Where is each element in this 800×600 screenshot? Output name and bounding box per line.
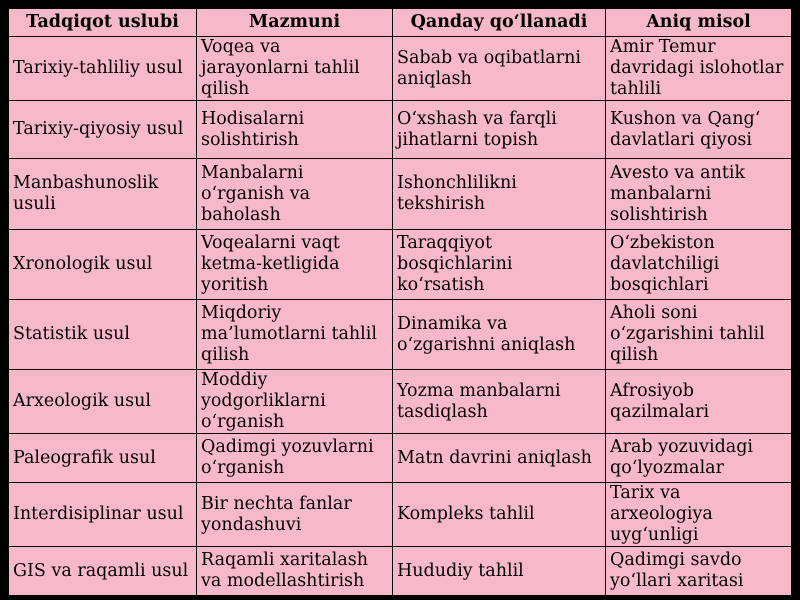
cell-example: Afrosiyob qazilmalari: [606, 370, 792, 434]
header-method: Tadqiqot uslubi: [9, 9, 197, 37]
table-row: [9, 434, 792, 483]
cell-content: Manbalarni o‘rganish va baholash: [197, 159, 393, 230]
cell-content: Miqdoriy ma’lumotlarni tahlil qilish: [197, 300, 393, 370]
cell-content: Hodisalarni solishtirish: [197, 101, 393, 159]
header-row: [9, 9, 792, 37]
cell-example: Tarix va arxeologiya uyg‘unligi: [606, 483, 792, 547]
header-application: Qanday qo‘llanadi: [393, 9, 606, 37]
cell-application: Kompleks tahlil: [393, 483, 606, 547]
cell-example: Arab yozuvidagi qo‘lyozmalar: [606, 434, 792, 483]
table-row: [9, 230, 792, 300]
header-example: Aniq misol: [606, 9, 792, 37]
cell-method: Tarixiy-qiyosiy usul: [9, 101, 197, 159]
cell-method: Paleografik usul: [9, 434, 197, 483]
cell-example: Kushon va Qang‘ davlatlari qiyosi: [606, 101, 792, 159]
table-row: [9, 101, 792, 159]
cell-content: Moddiy yodgorliklarni o‘rganish: [197, 370, 393, 434]
cell-content: Raqamli xaritalash va modellashtirish: [197, 547, 393, 596]
cell-method: GIS va raqamli usul: [9, 547, 197, 596]
cell-content: Bir nechta fanlar yondashuvi: [197, 483, 393, 547]
cell-content: Voqealarni vaqt ketma-ketligida yoritish: [197, 230, 393, 300]
methods-table-container: [8, 8, 791, 591]
cell-application: Sabab va oqibatlarni aniqlash: [393, 37, 606, 101]
cell-application: O‘xshash va farqli jihatlarni topish: [393, 101, 606, 159]
cell-content: Qadimgi yozuvlarni o‘rganish: [197, 434, 393, 483]
table-row: [9, 483, 792, 547]
table-row: [9, 547, 792, 596]
cell-application: Matn davrini aniqlash: [393, 434, 606, 483]
cell-example: Avesto va antik manbalarni solishtirish: [606, 159, 792, 230]
cell-method: Statistik usul: [9, 300, 197, 370]
cell-content: Voqea va jarayonlarni tahlil qilish: [197, 37, 393, 101]
table-row: [9, 159, 792, 230]
cell-method: Xronologik usul: [9, 230, 197, 300]
cell-application: Yozma manbalarni tasdiqlash: [393, 370, 606, 434]
table-row: [9, 300, 792, 370]
cell-example: Qadimgi savdo yo‘llari xaritasi: [606, 547, 792, 596]
cell-application: Dinamika va o‘zgarishni aniqlash: [393, 300, 606, 370]
table-row: [9, 370, 792, 434]
cell-example: O‘zbekiston davlatchiligi bosqichlari: [606, 230, 792, 300]
cell-application: Hududiy tahlil: [393, 547, 606, 596]
cell-example: Amir Temur davridagi islohotlar tahlili: [606, 37, 792, 101]
cell-method: Arxeologik usul: [9, 370, 197, 434]
header-content: Mazmuni: [197, 9, 393, 37]
table-row: [9, 37, 792, 101]
cell-example: Aholi soni o‘zgarishini tahlil qilish: [606, 300, 792, 370]
cell-method: Tarixiy-tahliliy usul: [9, 37, 197, 101]
research-methods-table: [8, 8, 792, 596]
cell-application: Taraqqiyot bosqichlarini ko‘rsatish: [393, 230, 606, 300]
cell-method: Manbashunoslik usuli: [9, 159, 197, 230]
cell-method: Interdisiplinar usul: [9, 483, 197, 547]
cell-application: Ishonchlilikni tekshirish: [393, 159, 606, 230]
